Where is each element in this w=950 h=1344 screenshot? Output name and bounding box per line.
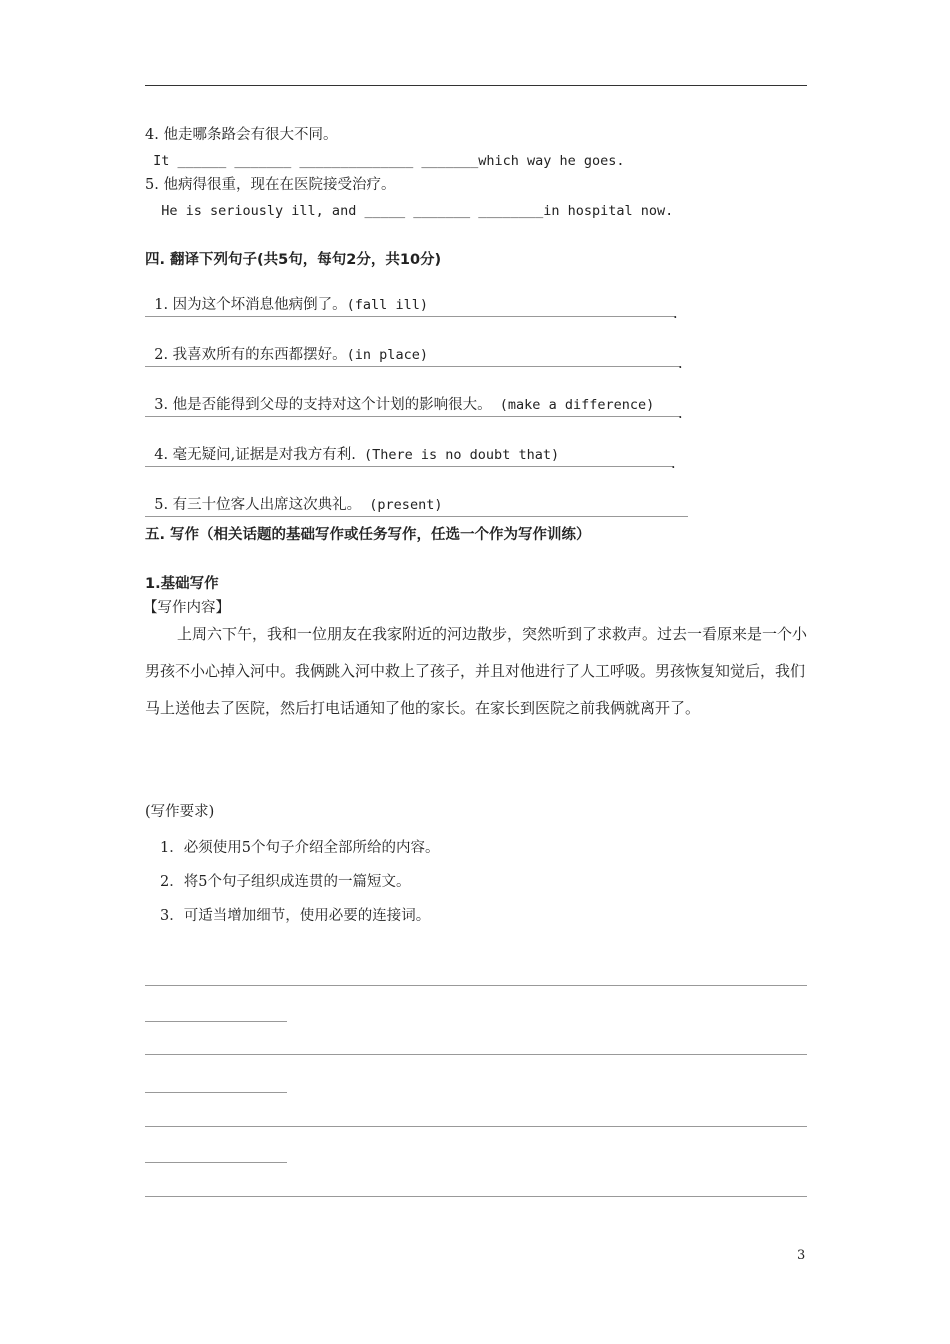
writing-content-label: 【写作内容】	[143, 600, 230, 616]
writing-line-1-short[interactable]	[145, 1021, 287, 1022]
answer-line-3[interactable]	[145, 416, 680, 417]
part3-item-5-cn: 5. 他病得很重，现在在医院接受治疗。	[145, 177, 396, 193]
part4-item-1-cn: 1. 因为这个坏消息他病倒了。	[154, 297, 347, 313]
part4-item-3	[145, 375, 654, 415]
writing-requirements-label: (写作要求)	[145, 804, 215, 820]
writing-line-2[interactable]	[145, 1054, 807, 1055]
requirement-3: 3．可适当增加细节，使用必要的连接词。	[160, 908, 431, 924]
part3-item-4-en[interactable]: It ______ _______ ______________ _______which way he goes.	[145, 153, 625, 169]
part4-heading: 四. 翻译下列句子(共5句，每句2分，共10分)	[145, 252, 442, 268]
answer-line-2[interactable]	[145, 366, 680, 367]
part4-item-2-cn: 2. 我喜欢所有的东西都摆好。	[154, 347, 347, 363]
answer-line-1[interactable]	[145, 316, 675, 317]
part4-item-3-hint: (make a difference)	[491, 397, 655, 413]
part4-item-4-hint: (There is no doubt that)	[355, 447, 560, 463]
part5-sub-heading: 1.基础写作	[145, 576, 219, 592]
writing-line-2-short[interactable]	[145, 1092, 287, 1093]
part4-item-5-hint: (present)	[361, 497, 443, 513]
answer-line-5[interactable]	[145, 516, 688, 517]
header-rule	[145, 85, 807, 86]
part4-item-4-cn: 4. 毫无疑问,证据是对我方有利.	[154, 447, 356, 463]
part4-item-3-cn: 3. 他是否能得到父母的支持对这个计划的影响很大。	[154, 397, 492, 413]
part4-item-1	[145, 275, 428, 315]
part4-item-1-hint: (fall ill)	[346, 297, 428, 313]
page-number: 3	[797, 1248, 806, 1263]
answer-line-3-end: .	[678, 406, 683, 422]
requirement-1: 1．必须使用5个句子介绍全部所给的内容。	[160, 840, 440, 856]
part4-item-5	[145, 475, 442, 515]
writing-line-4[interactable]	[145, 1196, 807, 1197]
answer-line-2-end: .	[678, 356, 683, 372]
part5-heading: 五. 写作（相关话题的基础写作或任务写作，任选一个作为写作训练）	[145, 527, 591, 543]
part3-item-5-en[interactable]: He is seriously ill, and _____ _______ ________in hospital now.	[145, 203, 674, 219]
part4-item-2	[145, 325, 428, 365]
part4-item-4	[145, 425, 559, 465]
answer-line-4[interactable]	[145, 466, 673, 467]
part3-item-4-cn: 4. 他走哪条路会有很大不同。	[145, 127, 338, 143]
requirement-2: 2．将5个句子组织成连贯的一篇短文。	[160, 874, 411, 890]
answer-line-4-end: .	[671, 456, 676, 472]
part4-item-5-cn: 5. 有三十位客人出席这次典礼。	[154, 497, 362, 513]
writing-content-paragraph: 上周六下午，我和一位朋友在我家附近的河边散步，突然听到了求救声。过去一看原来是一个小男孩不小心掉入河中。我俩跳入河中救上了孩子，并且对他进行了人工呼吸。男孩恢复知觉后，我们马上送他去了医院，然后打电话通知了他的家长。在家长到医院之前我俩就离开了。	[145, 625, 808, 717]
writing-line-3-short[interactable]	[145, 1162, 287, 1163]
answer-line-1-end: .	[673, 306, 678, 322]
writing-line-1[interactable]	[145, 985, 807, 986]
writing-line-3[interactable]	[145, 1126, 807, 1127]
part4-item-2-hint: (in place)	[346, 347, 428, 363]
